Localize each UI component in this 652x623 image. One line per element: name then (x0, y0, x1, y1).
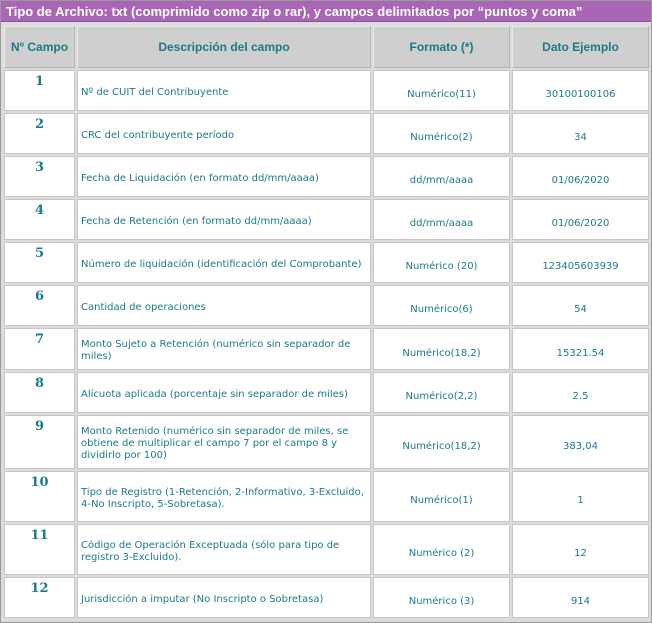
field-example: 01/06/2020 (512, 199, 649, 240)
field-number: 7 (4, 328, 75, 370)
field-number: 1 (4, 70, 75, 111)
field-number: 2 (4, 113, 75, 154)
field-number: 12 (4, 577, 75, 618)
field-description: Monto Retenido (numérico sin separador de miles, se obtiene de multiplicar el campo 7 por el campo 8 y dividirlo por 100) (77, 415, 371, 469)
field-number: 3 (4, 156, 75, 197)
table-row (4, 471, 649, 522)
field-number: 11 (4, 524, 75, 575)
field-format: Numérico(11) (373, 70, 510, 111)
field-description: Código de Operación Exceptuada (sólo para tipo de registro 3-Excluido). (77, 524, 371, 575)
fields-table (2, 24, 651, 620)
field-description: Monto Sujeto a Retención (numérico sin separador de miles) (77, 328, 371, 370)
field-number: 5 (4, 242, 75, 283)
table-row (4, 328, 649, 370)
field-format: Numérico(6) (373, 285, 510, 326)
table-row (4, 285, 649, 326)
field-description: Cantidad de operaciones (77, 285, 371, 326)
field-format: dd/mm/aaaa (373, 156, 510, 197)
field-number: 9 (4, 415, 75, 469)
field-description: Número de liquidación (identificación del Comprobante) (77, 242, 371, 283)
field-number: 6 (4, 285, 75, 326)
field-example: 383,04 (512, 415, 649, 469)
field-description: Nº de CUIT del Contribuyente (77, 70, 371, 111)
field-example: 123405603939 (512, 242, 649, 283)
field-example: 1 (512, 471, 649, 522)
field-description: Tipo de Registro (1-Retención, 2-Informativo, 3-Excluido, 4-No Inscripto, 5-Sobretasa). (77, 471, 371, 522)
field-format: Numérico(2,2) (373, 372, 510, 413)
field-example: 914 (512, 577, 649, 618)
field-example: 12 (512, 524, 649, 575)
field-format: Numérico (20) (373, 242, 510, 283)
table-row (4, 524, 649, 575)
field-example: 30100100106 (512, 70, 649, 111)
table-row (4, 70, 649, 111)
table-row (4, 242, 649, 283)
field-example: 15321.54 (512, 328, 649, 370)
field-format: Numérico(2) (373, 113, 510, 154)
table-row (4, 372, 649, 413)
field-format: Numérico(18,2) (373, 415, 510, 469)
header-campo: Nº Campo (4, 26, 75, 68)
field-number: 8 (4, 372, 75, 413)
field-description: Fecha de Liquidación (en formato dd/mm/aaaa) (77, 156, 371, 197)
field-description: Jurisdicción a imputar (No Inscripto o Sobretasa) (77, 577, 371, 618)
field-number: 10 (4, 471, 75, 522)
table-row (4, 577, 649, 618)
field-description: CRC del contribuyente período (77, 113, 371, 154)
table-row (4, 156, 649, 197)
field-format: Numérico (2) (373, 524, 510, 575)
table-title: Tipo de Archivo: txt (comprimido como zip o rar), y campos delimitados por “puntos y coma” (1, 1, 651, 22)
header-formato: Formato (*) (373, 26, 510, 68)
field-example: 34 (512, 113, 649, 154)
table-row (4, 415, 649, 469)
field-number: 4 (4, 199, 75, 240)
table-row (4, 113, 649, 154)
field-description: Fecha de Retención (en formato dd/mm/aaaa) (77, 199, 371, 240)
table-row (4, 199, 649, 240)
field-format: Numérico(1) (373, 471, 510, 522)
field-format: Numérico(18,2) (373, 328, 510, 370)
header-descripcion: Descripción del campo (77, 26, 371, 68)
field-example: 2.5 (512, 372, 649, 413)
field-format: Numérico (3) (373, 577, 510, 618)
header-dato-ejemplo: Dato Ejemplo (512, 26, 649, 68)
field-description: Alícuota aplicada (porcentaje sin separador de miles) (77, 372, 371, 413)
header-row (4, 26, 649, 68)
field-example: 54 (512, 285, 649, 326)
field-example: 01/06/2020 (512, 156, 649, 197)
field-format: dd/mm/aaaa (373, 199, 510, 240)
